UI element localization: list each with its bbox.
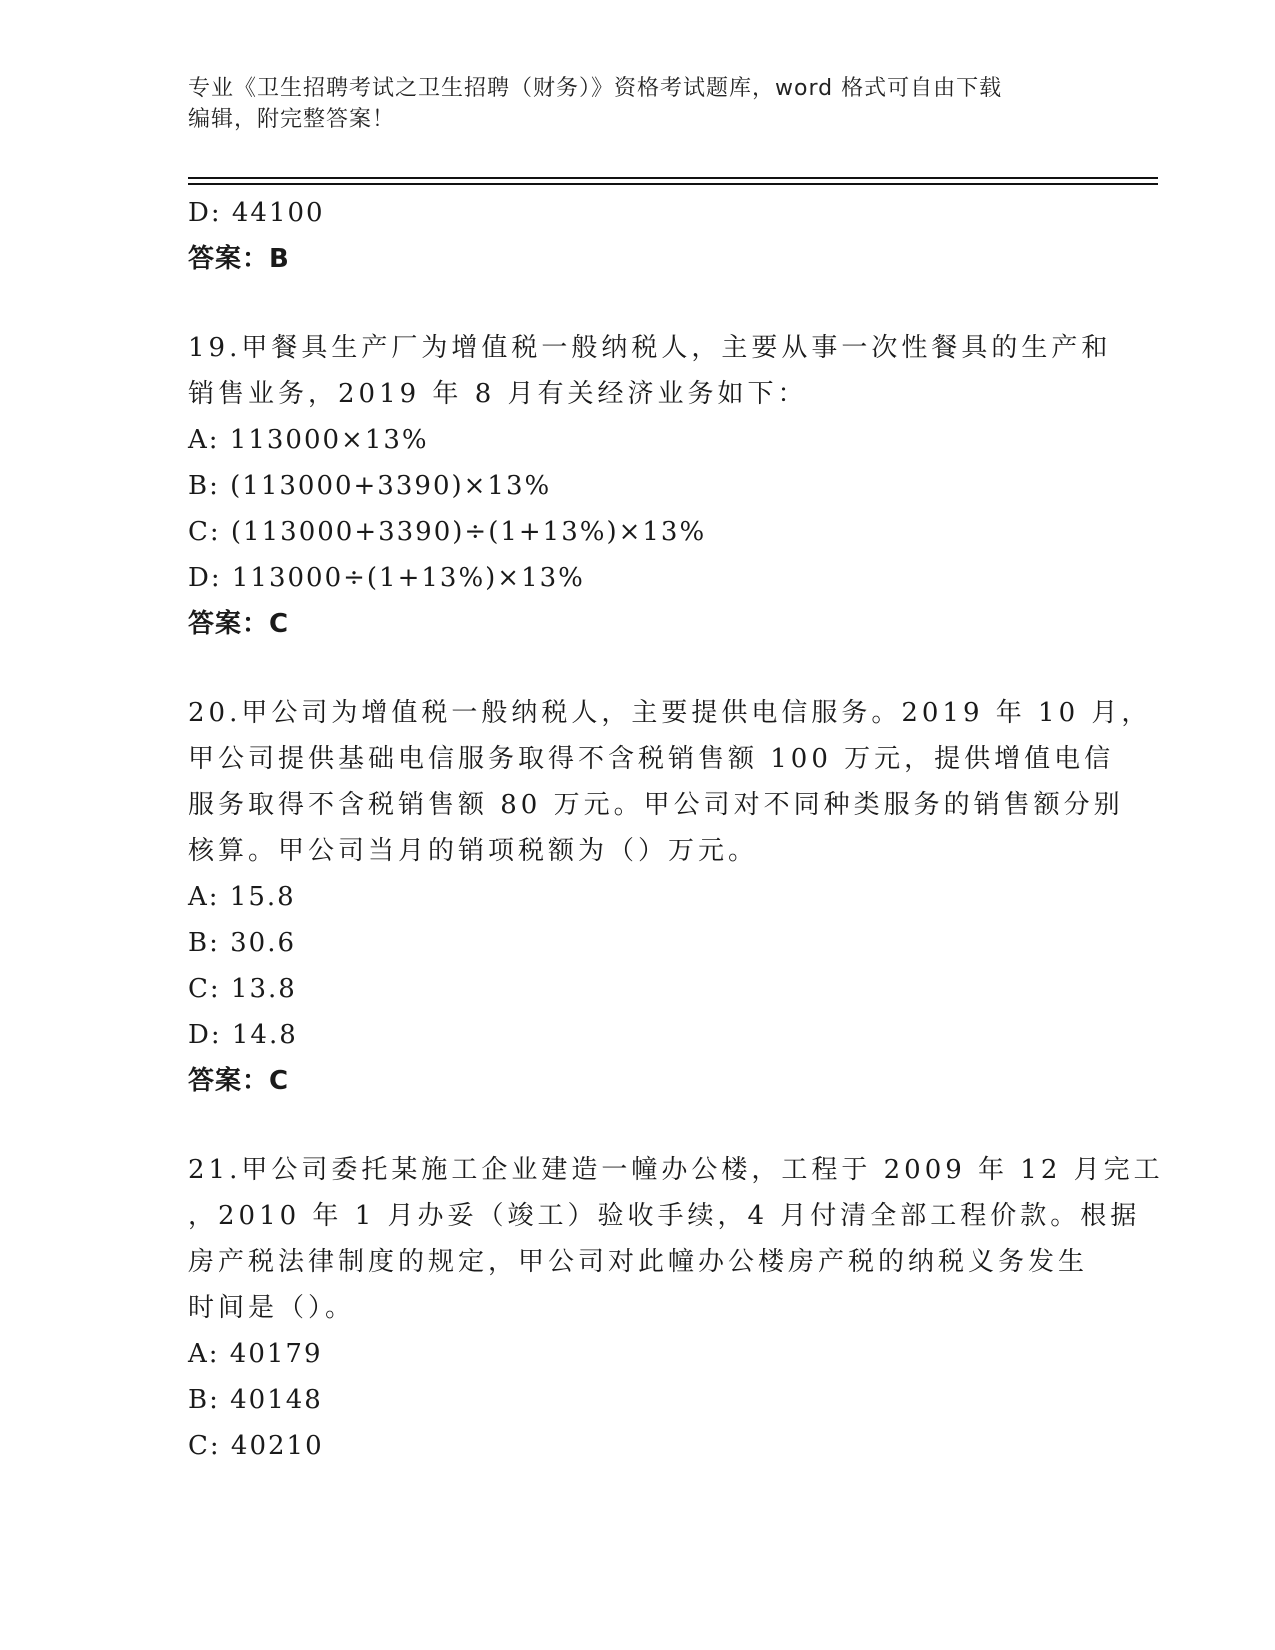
prev-option-d: D: 44100 bbox=[188, 198, 325, 228]
question-20-option-a: A: 15.8 bbox=[188, 882, 296, 912]
question-19-option-a: A: 113000×13% bbox=[188, 425, 429, 455]
question-20-text-line-1: 20.甲公司为增值税一般纳税人，主要提供电信服务。2019 年 10 月， bbox=[188, 698, 1152, 728]
question-20 bbox=[188, 690, 1152, 1104]
question-19-text-line-2: 销售业务，2019 年 8 月有关经济业务如下： bbox=[188, 379, 808, 409]
spacer bbox=[188, 1104, 1088, 1147]
prev-answer: 答案：B bbox=[188, 244, 290, 274]
question-21-option-a: A: 40179 bbox=[188, 1339, 323, 1369]
question-20-option-c: C: 13.8 bbox=[188, 974, 297, 1004]
question-21-text-line-3: 房产税法律制度的规定，甲公司对此幢办公楼房产税的纳税义务发生 bbox=[188, 1247, 1089, 1277]
header-divider-top bbox=[188, 177, 1158, 179]
question-19-answer: 答案：C bbox=[188, 609, 290, 639]
header-divider-bottom bbox=[188, 183, 1158, 185]
question-20-text-line-2: 甲公司提供基础电信服务取得不含税销售额 100 万元，提供增值电信 bbox=[188, 744, 1115, 774]
spacer bbox=[188, 647, 1088, 690]
question-19-option-b: B: (113000+3390)×13% bbox=[188, 471, 552, 501]
header-title-line-1: 专业《卫生招聘考试之卫生招聘（财务）》资格考试题库，word 格式可自由下载 bbox=[188, 76, 1003, 101]
question-20-option-d: D: 14.8 bbox=[188, 1020, 298, 1050]
question-20-text-line-4: 核算。甲公司当月的销项税额为（）万元。 bbox=[188, 836, 759, 866]
question-list bbox=[188, 190, 1164, 1469]
document-header bbox=[188, 73, 1078, 135]
question-20-option-b: B: 30.6 bbox=[188, 928, 297, 958]
header-title-line-2: 编辑，附完整答案！ bbox=[188, 107, 396, 132]
question-21-text-line-1: 21.甲公司委托某施工企业建造一幢办公楼，工程于 2009 年 12 月完工 bbox=[188, 1155, 1164, 1185]
question-21-option-c: C: 40210 bbox=[188, 1431, 324, 1461]
question-19-option-c: C: (113000+3390)÷(1+13%)×13% bbox=[188, 517, 707, 547]
question-19-text-line-1: 19.甲餐具生产厂为增值税一般纳税人，主要从事一次性餐具的生产和 bbox=[188, 333, 1112, 363]
spacer bbox=[188, 282, 1088, 325]
question-21-text-line-2: ，2010 年 1 月办妥（竣工）验收手续，4 月付清全部工程价款。根据 bbox=[188, 1201, 1141, 1231]
question-21-text-line-4: 时间是（）。 bbox=[188, 1293, 356, 1323]
question-21-option-b: B: 40148 bbox=[188, 1385, 323, 1415]
question-20-text-line-3: 服务取得不含税销售额 80 万元。甲公司对不同种类服务的销售额分别 bbox=[188, 790, 1124, 820]
question-21 bbox=[188, 1147, 1164, 1469]
question-19 bbox=[188, 325, 1112, 647]
question-20-answer: 答案：C bbox=[188, 1066, 290, 1096]
question-19-option-d: D: 113000÷(1+13%)×13% bbox=[188, 563, 585, 593]
